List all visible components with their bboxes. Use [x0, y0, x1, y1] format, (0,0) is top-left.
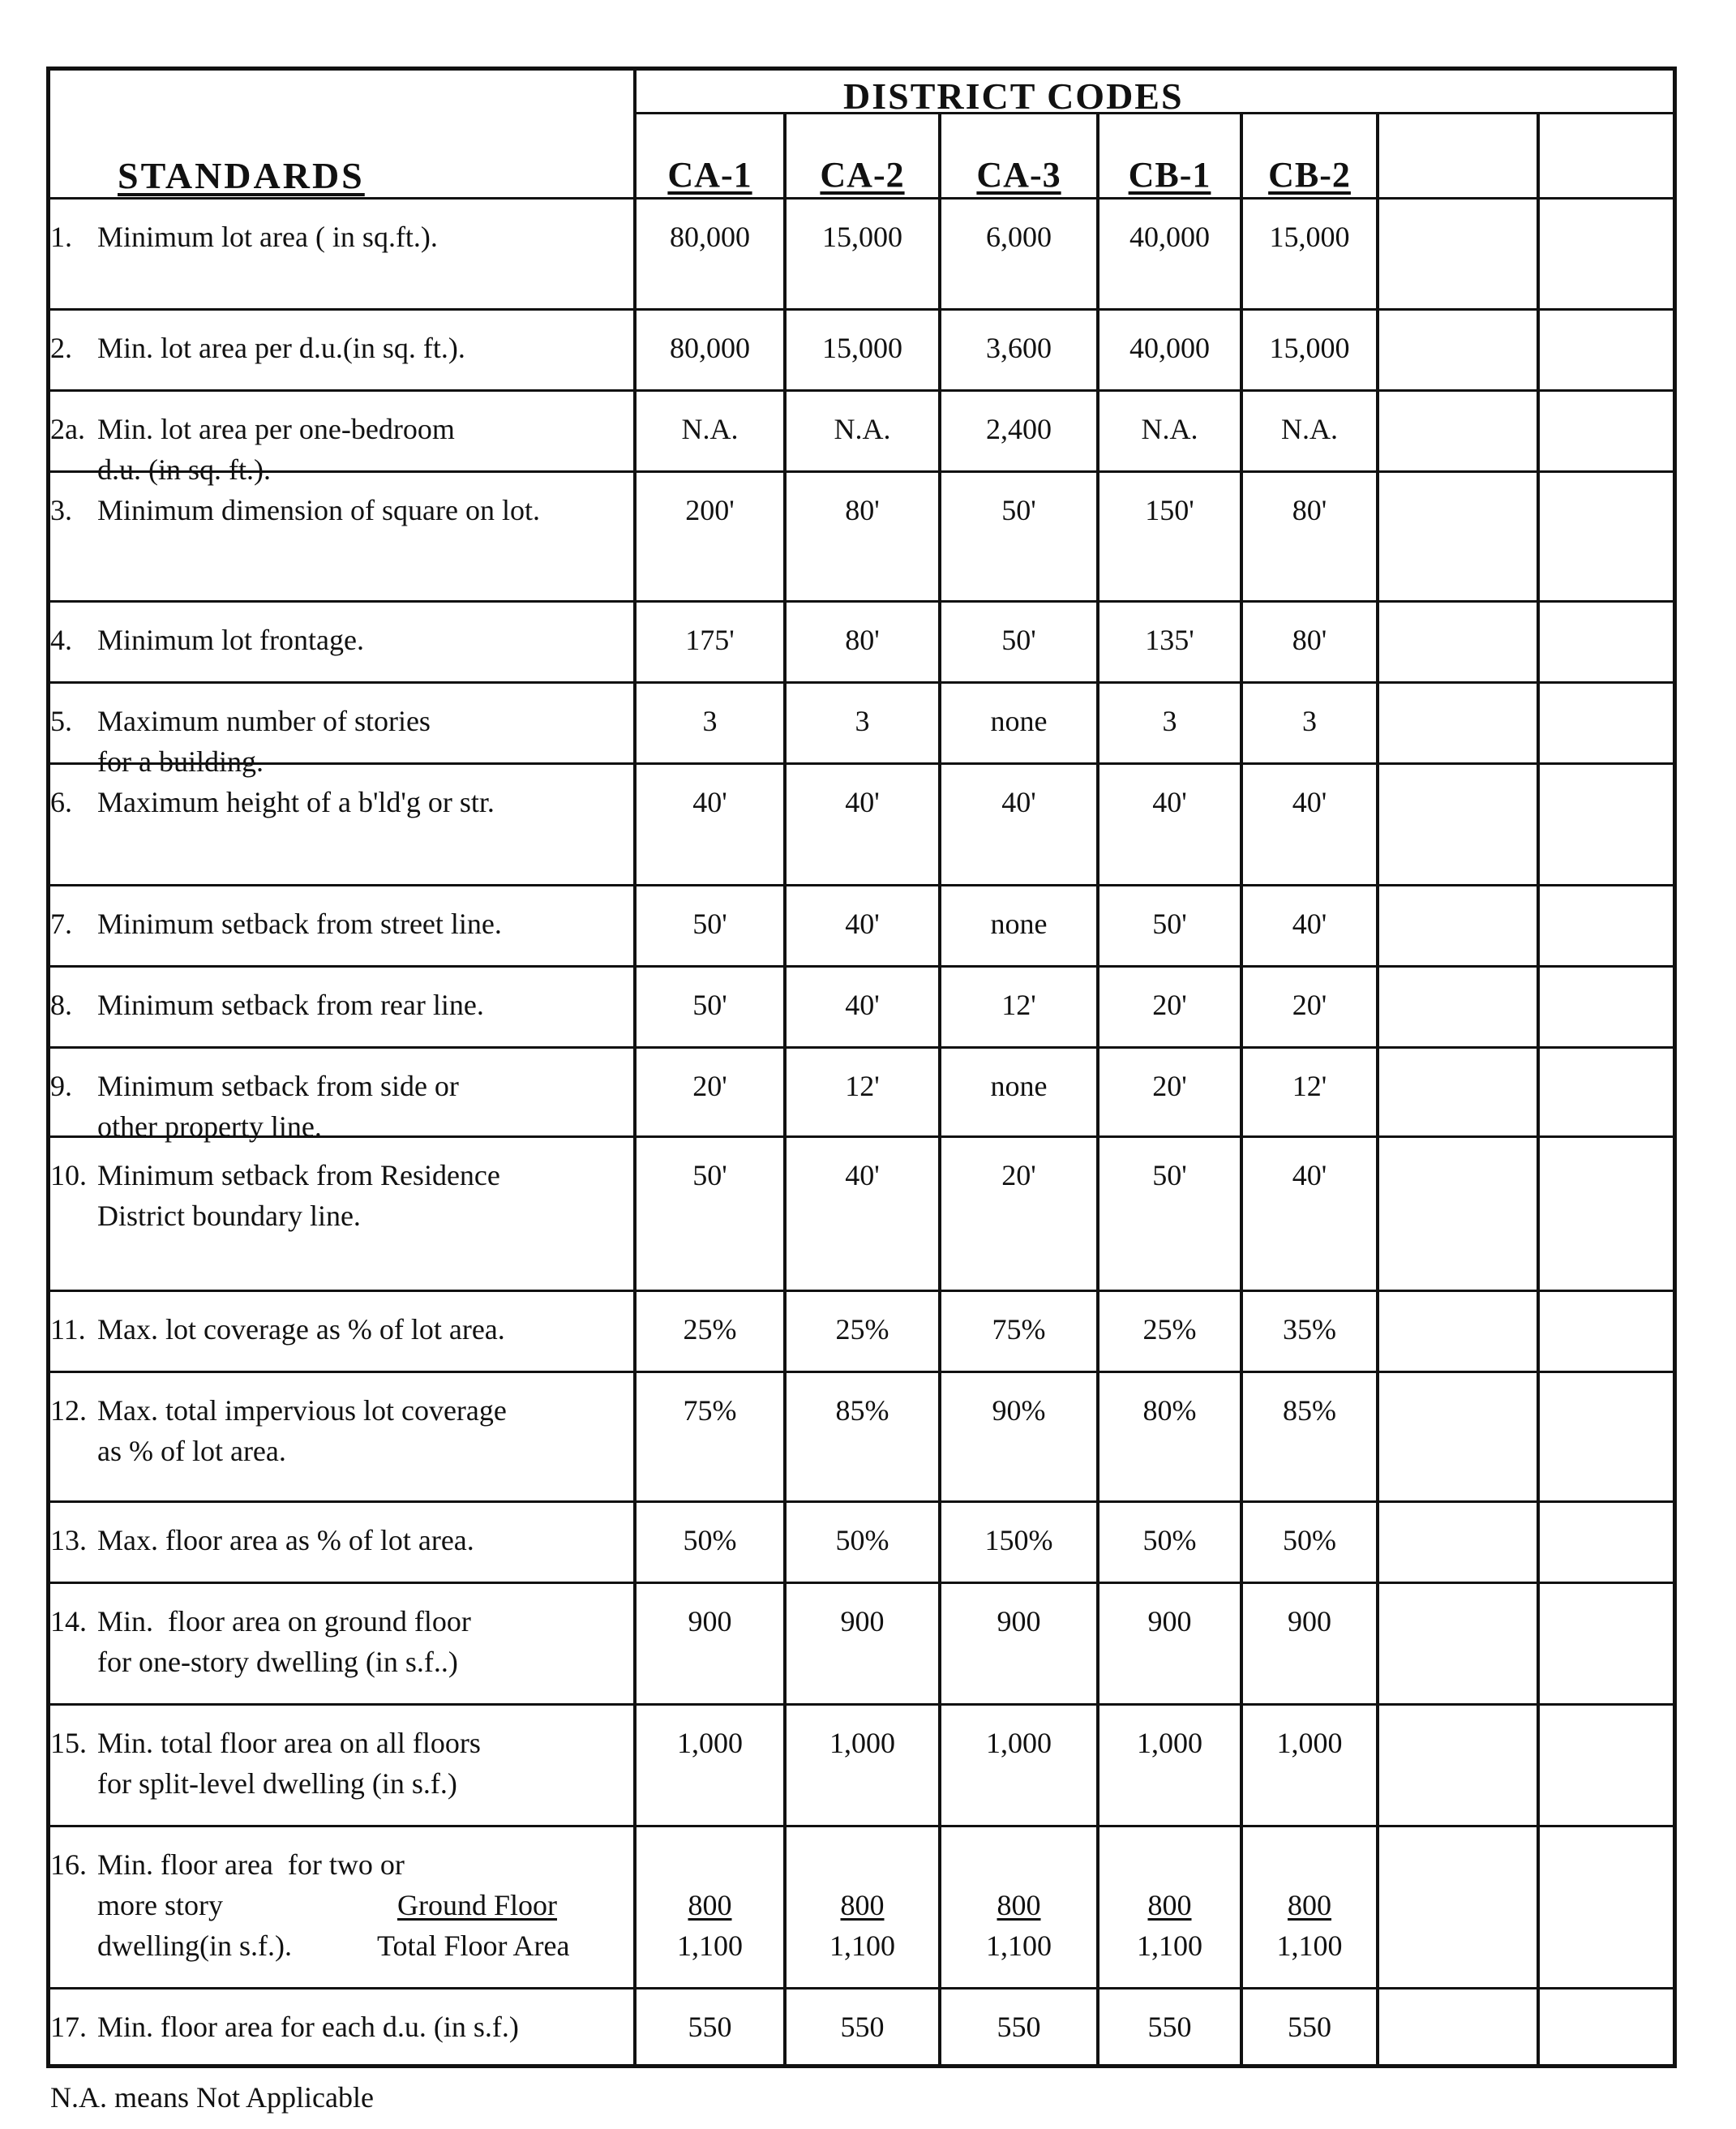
row-divider-line: [46, 600, 1677, 603]
total-floor-area-sublabel: Total Floor Area: [377, 1929, 570, 1962]
value-cell-cb-1: 50': [1152, 908, 1187, 940]
row-number: 4.: [50, 624, 72, 656]
row-divider-line: [46, 1371, 1677, 1373]
row-divider-line: [46, 1290, 1677, 1292]
value-cell-ca-1: 50': [692, 989, 727, 1021]
value-cell-ca-1: 50%: [683, 1524, 737, 1556]
value-cell-cb-2: 1,000: [1276, 1727, 1343, 1759]
row-label: Minimum setback from side or other property line.: [97, 1070, 459, 1143]
row-number: 7.: [50, 908, 72, 940]
value-cell-cb-1: 50': [1152, 1159, 1187, 1191]
row-label: Min. lot area per d.u.(in sq. ft.).: [97, 332, 465, 364]
value-cell-cb-2: 900: [1288, 1605, 1331, 1638]
row-divider-line: [46, 197, 1677, 200]
value-cell-ca-3: 150%: [984, 1524, 1053, 1556]
row-number: 16.: [50, 1848, 87, 1881]
value-cell-ca-2: 25%: [835, 1313, 889, 1346]
row-number: 5.: [50, 705, 72, 737]
row-number: 12.: [50, 1394, 87, 1427]
row-number: 10.: [50, 1159, 87, 1191]
row-divider-line: [46, 1582, 1677, 1584]
value-cell-cb-1: 900: [1147, 1605, 1192, 1638]
total-floor-area-value: 1,100: [1276, 1929, 1343, 1962]
row-number: 8.: [50, 989, 72, 1021]
row-divider-line: [46, 1046, 1677, 1049]
row-number: 15.: [50, 1727, 87, 1759]
row-number: 17.: [50, 2011, 87, 2043]
row-number: 14.: [50, 1605, 87, 1638]
row-divider-line: [46, 965, 1677, 968]
value-cell-cb-2: 80': [1292, 494, 1327, 526]
value-cell-cb-1: 20': [1152, 989, 1187, 1021]
value-cell-cb-2: 20': [1292, 989, 1327, 1021]
value-cell-ca-1: 50': [692, 1159, 727, 1191]
ground-floor-value: 800: [688, 1889, 732, 1921]
value-cell-cb-1: 25%: [1142, 1313, 1197, 1346]
column-header-cb-1: CB-1: [1128, 155, 1211, 195]
row-label: Minimum setback from rear line.: [97, 989, 484, 1021]
row-number: 9.: [50, 1070, 72, 1102]
row-divider-line: [46, 389, 1677, 392]
total-floor-area-value: 1,100: [1137, 1929, 1202, 1962]
value-cell-cb-1: 3: [1162, 705, 1177, 737]
value-cell-ca-2: 1,000: [829, 1727, 895, 1759]
value-cell-ca-3: 50': [1001, 494, 1036, 526]
row-number: 1.: [50, 221, 72, 253]
value-cell-ca-3: 2,400: [986, 413, 1052, 445]
value-cell-ca-1: 50': [692, 908, 727, 940]
row-number: 2a.: [50, 413, 85, 445]
row-divider-line: [46, 1500, 1677, 1503]
ground-floor-sublabel: Ground Floor: [397, 1889, 557, 1921]
value-cell-cb-1: 135': [1145, 624, 1194, 656]
value-cell-cb-2: 3: [1302, 705, 1317, 737]
value-cell-ca-3: 90%: [992, 1394, 1046, 1427]
value-cell-cb-2: N.A.: [1281, 413, 1338, 445]
value-cell-ca-2: 900: [840, 1605, 885, 1638]
value-cell-cb-2: 80': [1292, 624, 1327, 656]
value-cell-ca-2: [785, 1885, 940, 1966]
value-cell-ca-2: 40': [845, 989, 880, 1021]
value-cell-ca-1: 75%: [683, 1394, 737, 1427]
value-cell-ca-3: 40': [1001, 786, 1036, 818]
value-cell-ca-2: 40': [845, 1159, 880, 1191]
row-label: Min. floor area for two or more story dwelling(in s.f.).: [97, 1848, 405, 1962]
row-number: 13.: [50, 1524, 87, 1556]
row-label: Min. floor area for each d.u. (in s.f.): [97, 2011, 519, 2043]
row-label: Min. floor area on ground floor for one-story dwelling (in s.f..): [97, 1605, 471, 1678]
ground-floor-value: 800: [997, 1889, 1041, 1921]
value-cell-ca-1: 175': [685, 624, 735, 656]
value-cell-ca-3: [940, 1885, 1098, 1966]
value-cell-cb-2: 50%: [1283, 1524, 1336, 1556]
row-label: Max. floor area as % of lot area.: [97, 1524, 474, 1556]
row-label: Max. total impervious lot coverage as % of lot area.: [97, 1394, 507, 1467]
value-cell-ca-2: 40': [845, 786, 880, 818]
ground-floor-value: 800: [1147, 1889, 1192, 1921]
row-label: Maximum number of stories for a building.: [97, 705, 431, 778]
row-label: Minimum dimension of square on lot.: [97, 494, 540, 526]
row-divider-line: [46, 308, 1677, 311]
value-cell-ca-1: 20': [692, 1070, 727, 1102]
value-cell-ca-1: 3: [702, 705, 718, 737]
row-label: Minimum lot frontage.: [97, 624, 364, 656]
value-cell-ca-2: 550: [840, 2011, 885, 2043]
value-cell-ca-3: 12': [1001, 989, 1036, 1021]
value-cell-ca-2: 3: [855, 705, 870, 737]
value-cell-cb-2: [1241, 1885, 1378, 1966]
value-cell-ca-3: 20': [1001, 1159, 1036, 1191]
value-cell-ca-2: 50%: [835, 1524, 889, 1556]
value-cell-cb-2: 15,000: [1269, 221, 1350, 253]
district-codes-title: DISTRICT CODES: [843, 75, 1184, 117]
value-cell-cb-1: 1,000: [1137, 1727, 1202, 1759]
ground-floor-value: 800: [840, 1889, 885, 1921]
value-cell-cb-2: 40': [1292, 1159, 1327, 1191]
row-divider-line: [46, 884, 1677, 886]
value-cell-cb-2: 35%: [1283, 1313, 1336, 1346]
row-label: Max. lot coverage as % of lot area.: [97, 1313, 505, 1346]
value-cell-cb-1: N.A.: [1141, 413, 1198, 445]
value-cell-ca-2: 12': [845, 1070, 880, 1102]
value-cell-ca-1: 900: [688, 1605, 732, 1638]
value-cell-cb-1: 40,000: [1129, 221, 1210, 253]
value-cell-cb-1: [1098, 1885, 1241, 1966]
value-cell-ca-3: none: [990, 705, 1048, 737]
row-number: 11.: [50, 1313, 86, 1346]
value-cell-cb-1: 80%: [1142, 1394, 1197, 1427]
row-divider-line: [46, 681, 1677, 684]
standards-title: STANDARDS: [118, 155, 365, 196]
value-cell-cb-1: 20': [1152, 1070, 1187, 1102]
value-cell-ca-3: none: [990, 908, 1048, 940]
value-cell-cb-1: 50%: [1142, 1524, 1197, 1556]
value-cell-ca-3: 75%: [992, 1313, 1046, 1346]
district-column-divider: [1537, 114, 1540, 2068]
value-cell-cb-1: 40': [1152, 786, 1187, 818]
value-cell-ca-3: 3,600: [986, 332, 1052, 364]
value-cell-ca-3: none: [990, 1070, 1048, 1102]
value-cell-ca-2: 85%: [835, 1394, 889, 1427]
value-cell-ca-3: 550: [997, 2011, 1041, 2043]
row-label: Min. total floor area on all floors for split-level dwelling (in s.f.): [97, 1727, 481, 1800]
row-divider-line: [46, 1703, 1677, 1706]
row-label: Minimum lot area ( in sq.ft.).: [97, 221, 438, 253]
column-header-cb-2: CB-2: [1268, 155, 1351, 195]
value-cell-ca-1: [635, 1885, 785, 1966]
total-floor-area-value: 1,100: [677, 1929, 743, 1962]
row-divider-line: [46, 1987, 1677, 1989]
value-cell-ca-2: 15,000: [822, 221, 902, 253]
value-cell-ca-1: 80,000: [670, 221, 750, 253]
column-header-ca-1: CA-1: [667, 155, 752, 195]
row-label: Maximum height of a b'ld'g or str.: [97, 786, 495, 818]
row-label: Min. lot area per one-bedroom d.u. (in sq. ft.).: [97, 413, 455, 486]
row-number: 6.: [50, 786, 72, 818]
total-floor-area-value: 1,100: [986, 1929, 1052, 1962]
value-cell-ca-3: 50': [1001, 624, 1036, 656]
row-number: 2.: [50, 332, 72, 364]
value-cell-ca-2: 15,000: [822, 332, 902, 364]
value-cell-ca-1: 80,000: [670, 332, 750, 364]
value-cell-ca-2: 80': [845, 624, 880, 656]
value-cell-ca-1: 40': [692, 786, 727, 818]
value-cell-cb-2: 40': [1292, 908, 1327, 940]
total-floor-area-value: 1,100: [829, 1929, 895, 1962]
value-cell-cb-1: 40,000: [1129, 332, 1210, 364]
ground-floor-value: 800: [1288, 1889, 1331, 1921]
column-header-ca-3: CA-3: [976, 155, 1061, 195]
value-cell-ca-3: 900: [997, 1605, 1041, 1638]
value-cell-cb-2: 12': [1292, 1070, 1327, 1102]
row-label: Minimum setback from Residence District boundary line.: [97, 1159, 500, 1232]
value-cell-cb-1: 550: [1147, 2011, 1192, 2043]
value-cell-ca-1: 25%: [683, 1313, 737, 1346]
column-header-ca-2: CA-2: [820, 155, 905, 195]
value-cell-cb-2: 40': [1292, 786, 1327, 818]
row-label: Minimum setback from street line.: [97, 908, 502, 940]
value-cell-ca-2: N.A.: [834, 413, 891, 445]
value-cell-ca-2: 80': [845, 494, 880, 526]
value-cell-ca-2: 40': [845, 908, 880, 940]
row-number: 3.: [50, 494, 72, 526]
value-cell-cb-2: 550: [1288, 2011, 1331, 2043]
value-cell-ca-1: N.A.: [681, 413, 739, 445]
value-cell-ca-1: 550: [688, 2011, 732, 2043]
value-cell-ca-1: 1,000: [677, 1727, 743, 1759]
footnote: N.A. means Not Applicable: [50, 2081, 374, 2114]
value-cell-cb-2: 85%: [1283, 1394, 1336, 1427]
value-cell-ca-3: 6,000: [986, 221, 1052, 253]
row-divider-line: [46, 1825, 1677, 1827]
value-cell-cb-2: 15,000: [1269, 332, 1350, 364]
value-cell-ca-3: 1,000: [986, 1727, 1052, 1759]
value-cell-cb-1: 150': [1145, 494, 1194, 526]
value-cell-ca-1: 200': [685, 494, 735, 526]
